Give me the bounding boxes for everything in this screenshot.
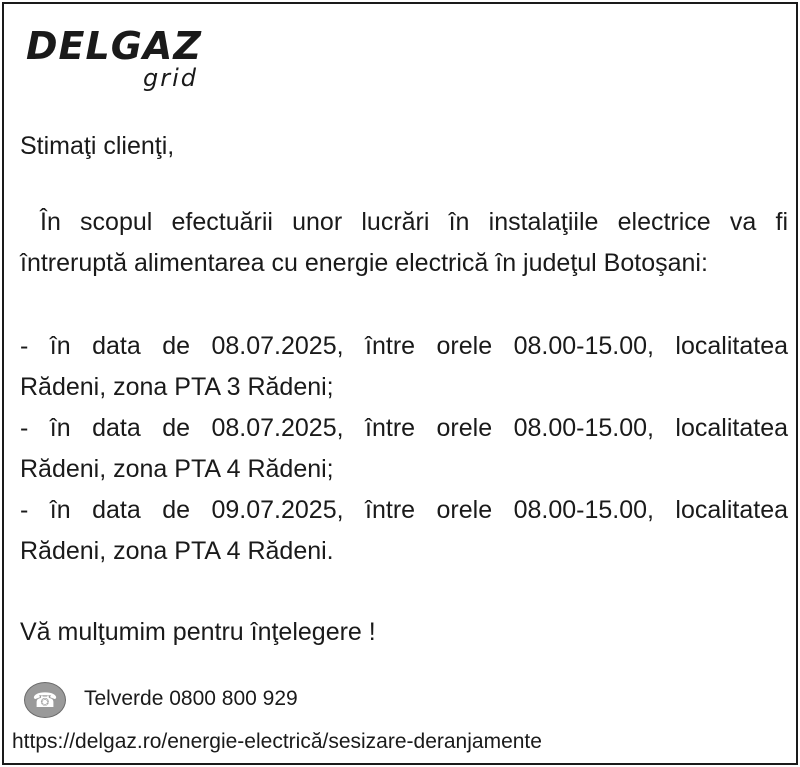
website-link[interactable]: https://delgaz.ro/energie-electrică/sesizare-deranjamente: [12, 730, 542, 753]
phone-contact: [22, 682, 422, 716]
outage-item-3-line-1: - în data de 09.07.2025, între orele 08.00-15.00, localitatea: [20, 496, 788, 524]
intro-line-2: întreruptă alimentarea cu energie electrică în judeţul Botoşani:: [20, 249, 708, 277]
intro-line-1: În scopul efectuării unor lucrări în instalaţiile electrice va fi: [40, 208, 788, 236]
phone-icon: ☎: [24, 682, 66, 718]
outage-item-2-line-1: - în data de 08.07.2025, între orele 08.00-15.00, localitatea: [20, 414, 788, 442]
outage-item-2-line-2: Rădeni, zona PTA 4 Rădeni;: [20, 455, 334, 483]
logo-subtitle: grid: [142, 64, 198, 92]
logo-wordmark: DELGAZ: [26, 24, 202, 68]
closing-message: Vă mulţumim pentru înţelegere !: [20, 618, 376, 646]
delgaz-grid-logo: [26, 26, 206, 98]
notice-frame: [2, 2, 798, 765]
outage-item-3-line-2: Rădeni, zona PTA 4 Rădeni.: [20, 537, 334, 565]
phone-number: Telverde 0800 800 929: [84, 687, 298, 710]
greeting: Stimaţi clienţi,: [20, 132, 175, 160]
outage-item-1-line-1: - în data de 08.07.2025, între orele 08.00-15.00, localitatea: [20, 332, 788, 360]
outage-item-1-line-2: Rădeni, zona PTA 3 Rădeni;: [20, 373, 334, 401]
